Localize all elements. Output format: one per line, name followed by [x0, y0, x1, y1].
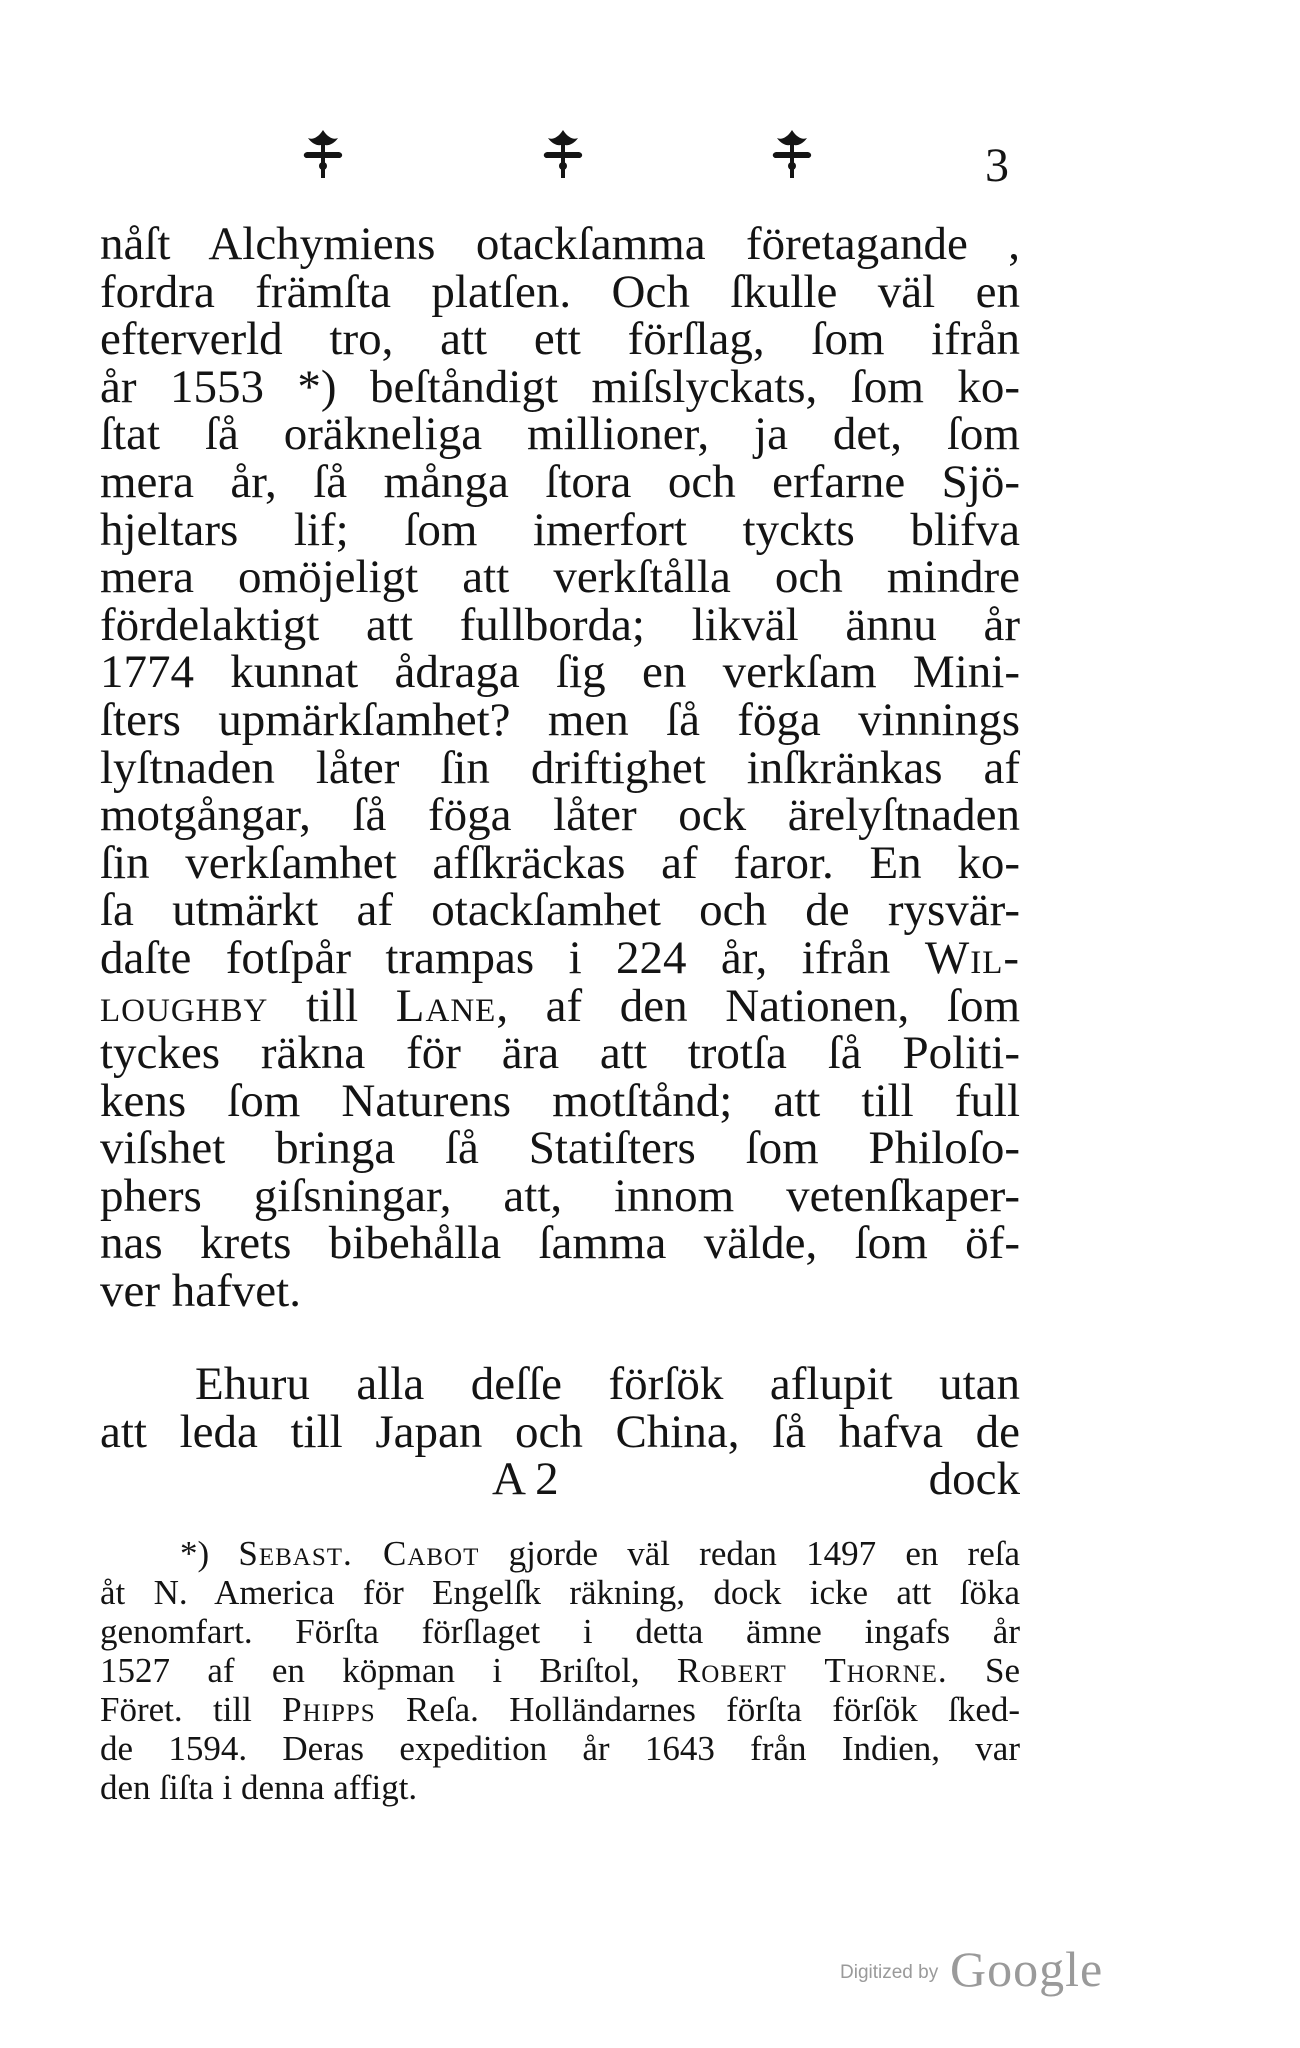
text-line: Ehuru alla deſſe förſök aflupit utan [195, 1358, 1020, 1410]
text-segment: 1527 af en köpman i Briſtol, [100, 1651, 640, 1690]
text-line: ſters upmärkſamhet? men ſå föga vinnings [100, 693, 1020, 746]
text-line: fördelaktigt att fullborda; likväl ännu år [100, 598, 1020, 651]
signature-line [100, 1453, 1020, 1506]
fleuron-icon [767, 128, 817, 182]
text-line: mera år, ſå många ſtora och erfarne Sjö- [100, 455, 1020, 508]
person-name: loughby [100, 979, 269, 1032]
catchword: dock [928, 1453, 1020, 1505]
fleuron-icon [538, 128, 588, 182]
fleuron-icon [298, 128, 348, 182]
text-line: viſshet bringa ſå Statiſters ſom Philoſo- [100, 1122, 1020, 1175]
text-segment: , af den Nationen, ſom [496, 979, 1020, 1032]
footnote-line [100, 1690, 1020, 1729]
text-segment: Se [985, 1651, 1021, 1690]
text-line: ſtat ſå oräkneliga millioner, ja det, ſom [100, 408, 1020, 461]
person-name: Lane [395, 979, 497, 1032]
text-line: kens ſom Naturens motſtånd; att till full [100, 1074, 1020, 1127]
footnote-line [100, 1651, 1020, 1690]
text-line: att leda till Japan och China, ſå hafva de [100, 1405, 1020, 1458]
text-line: hjeltars lif; ſom imerfort tyckts blifva [100, 503, 1020, 556]
text-line: lyſtnaden låter ſin driftighet inſkränkas af [100, 741, 1020, 794]
text-line: ver hafvet. [100, 1265, 301, 1318]
text-line: tyckes räkna för ära att trotſa ſå Politi- [100, 1027, 1020, 1080]
person-name: Wil- [924, 931, 1021, 984]
text-line: år 1553 *) beſtåndigt miſslyckats, ſom ko- [100, 360, 1020, 413]
watermark-prefix: Digitized by [840, 1962, 939, 1983]
text-segment: Föret. till [100, 1690, 252, 1729]
text-line: mera omöjeligt att verkſtålla och mindre [100, 551, 1020, 604]
header-ornaments [0, 128, 1300, 188]
text-line: phers giſsningar, att, innom vetenſkaper- [100, 1169, 1020, 1222]
text-line: 1774 kunnat ådraga ſig en verkſam Mini- [100, 646, 1020, 699]
text-segment: gjorde väl redan 1497 en reſa [508, 1534, 1021, 1573]
footnote-line: åt N. America för Engelſk räkning, dock icke att ſöka [100, 1573, 1020, 1612]
footnote-marker: *) [180, 1534, 210, 1573]
text-line: ſin verkſamhet afſkräckas af faror. En ko- [100, 836, 1020, 889]
paragraph-2 [100, 1358, 1020, 1458]
text-line: ſa utmärkt af otackſamhet och de rysvär- [100, 884, 1020, 937]
watermark-logo: Google [950, 1941, 1104, 1997]
paragraph-1 [100, 218, 1021, 1318]
text-line: efterverld tro, att ett förſlag, ſom ifrån [100, 313, 1020, 366]
person-name: Robert Thorne. [676, 1651, 948, 1690]
text-line [100, 931, 1021, 984]
person-name: Phipps [282, 1690, 376, 1729]
page-number: 3 [985, 139, 1009, 192]
text-segment: Reſa. Holländarnes förſta förſök ſked- [406, 1690, 1021, 1729]
text-line: fordra främſta platſen. Och ſkulle väl en [100, 265, 1020, 318]
digitization-watermark [840, 1940, 1140, 2000]
footnote-line: de 1594. Deras expedition år 1643 från Indien, var [100, 1729, 1020, 1768]
text-segment: till [305, 979, 359, 1032]
text-line: nas krets bibehålla ſamma välde, ſom öf- [100, 1217, 1020, 1270]
footnote-line: den ſiſta i denna affigt. [100, 1768, 418, 1807]
footnote [100, 1534, 1020, 1807]
text-line: nåſt Alchymiens otackſamma företagande , [100, 218, 1020, 270]
person-name: Sebast. Cabot [238, 1534, 480, 1573]
text-line: motgångar, ſå föga låter ock ärelyſtnaden [100, 789, 1020, 842]
text-segment: daſte fotſpår trampas i 224 år, ifrån [100, 931, 891, 984]
footnote-line: genomfart. Förſta förſlaget i detta ämne ingafs år [100, 1612, 1020, 1651]
text-line [100, 979, 1020, 1032]
footnote-line [100, 1534, 1020, 1573]
signature-mark: A 2 [492, 1453, 559, 1505]
